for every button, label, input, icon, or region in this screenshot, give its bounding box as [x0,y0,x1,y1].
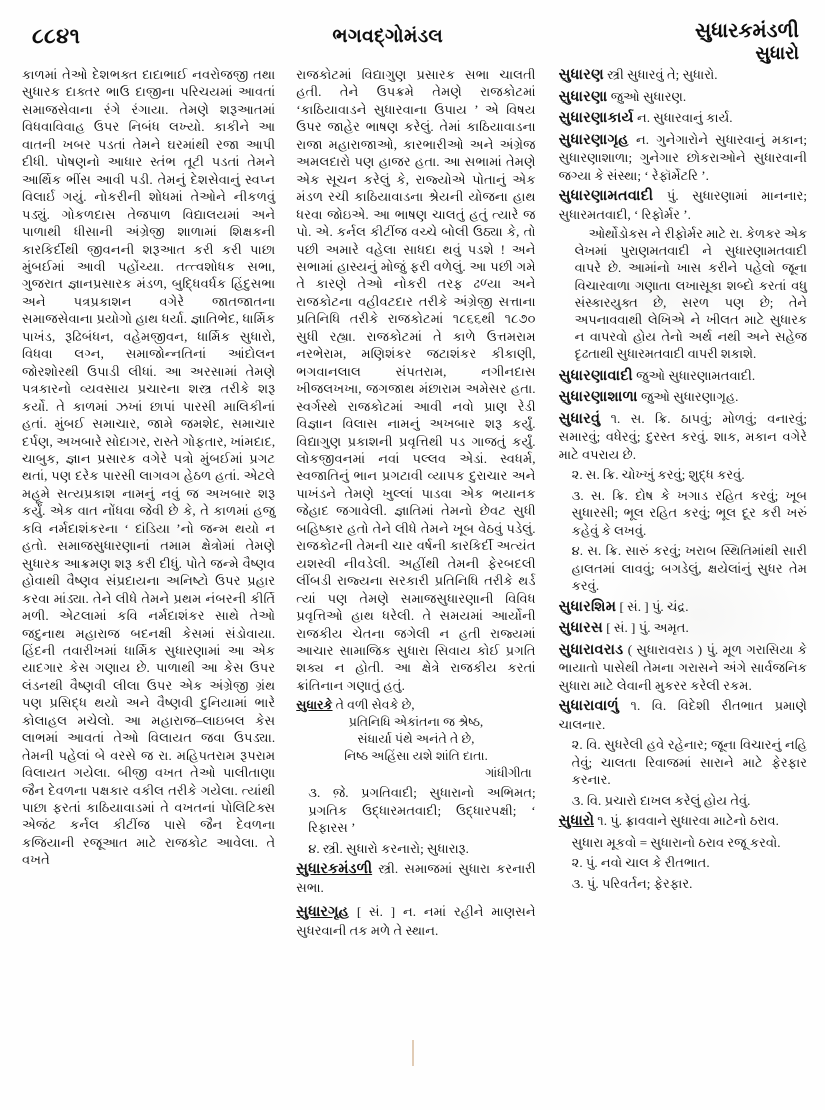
entry-etymology: [ સં. ] [606,620,636,636]
entry-headword: સુધારણાકાર્ય [558,110,634,126]
entry-headword: સુધારો [558,813,595,830]
guide-word-last: સુધારો [755,43,799,63]
column-two [288,66,547,1101]
entry-headword: સુધારશિમ [558,598,617,615]
entry-definition: સુધારણામાં માનનાર; સુધારમતવાદી, ‘ રિફોર્મર ’. [558,188,807,222]
entry-definition: સુધારવું તે; સુધારો. [627,67,718,82]
dictionary-entry [559,131,807,185]
guide-words [695,14,807,64]
entry-headword: સુધારણ [558,67,604,83]
article-paragraph: રાજકોટમાં વિદ્યાગુણ પ્રસારક સભા ચાલતી હતી. તેને ઉપક્રમે તેમણે રાજકોટમાં ‘કાઠિયાવાડને સુધારવાના ઉપાય ’ એ વિષય ઉપર જાહેર ભાષણ કરેલું. તેમાં કાઠિયાવાડના રાજા મહારાજાઓ, કારભારીઓ અને અંગ્રેજ અમલદારો પણ હાજર હતા. આ સભામાં તેમણે એક સૂચન કરેલું કે, રાજ્યોએ પોતાનું એક મંડળ રચી કાઠિયાવાડના શ્રેયની યોજના હાથ ધરવા જોઇએ. આ ભાષણ ચાલતું હતું ત્યારે જ પો. એ. કર્નલ કીટીંજ વચ્ચે બોલી ઉઠ્યા કે, તો પછી અમારે વહેલા સાધદા થવું પડશે ! અને સભામાં હાસ્યનું મોજું ફરી વળેલું. આ પછી ગમે તે કારણે તેઓ નોકરી તરફ ઢળ્યા અને રાજકોટના વહીવટદાર તરીકે અંગ્રેજી સત્તાના પ્રતિનિધિ તરીકે રાજકોટમાં ૧૮૬૬થી ૧૮૭૦ સુધી રહ્યા. રાજકોટમાં તે કાળે ઉત્તમરામ નરભેરામ, મણિશંકર જટાશંકર કીકાણી, ભગવાનલાલ સંપતરામ, નગીનદાસ ખીજલખખા, જગજાથ મંછારામ અમેસર હતા. સ્વર્ગસ્થે રાજકોટમાં આવી નવો પ્રાણ રેડી વિજ્ઞાન વિલાસ નામનું અખબાર શરૂ કર્યું. વિદ્યાગુણ પ્રકાશની પ્રવૃત્તિથી ૫ડ ગાજતું કર્યું. લોકજીવનમાં નવાં પલ્લવ એડાં. સ્વધર્મ, સ્વજાતિનું ભાન પ્રગટાવી વ્યાપક દુરાચાર અને પાખંડને તેમણે ખુલ્લાં પાડવા એક ભયાનક જેહાદ જગાવેલી. જ્ઞાતિમાં તેમનો છેવટ સુધી બહિષ્કાર હતો તેને લીધે તેમને ખૂબ વેઠવું પડેલું. રાજકોટની તેમની ચાર વર્ષની કારકિર્દી અત્યંત યશસ્વી નીવડેલી. અહીંથી તેમની ફેરબદલી લીંબડી રાજ્યના સરકારી પ્રતિનિધિ તરીકે થર્ડ ત્યાં પણ તેમણે સમાજસુધારણાની વિવિધ પ્રવૃત્તિઓ હાથ ધરેલી. તે સમયમાં આર્યોની રાજકીય ચેતના જગેલી ન હતી રાજ્યમાં આચાર સામાજિક સુધારા સિવાય કોઈ પ્રગતિ શક્ય ન હોતી. આ ક્ષેત્રે રાજકીય કરતાં ક્રાંતિનાન ગણાતું હતું. [296,67,536,693]
entry-pos: સ્ત્રી [607,67,624,82]
entry-headword: સુધારણાવાદી [558,367,633,384]
dictionary-entry [559,410,807,464]
entry-definition: ૧. વિ. વિદેશી રીતભાત પ્રમાણે ચાલનાર. [558,698,807,732]
verse-line: પ્રતિનિધિ એકાંતના જ શ્રેષ્ઠ, [348,715,484,730]
verse-line-rest: તે વળી સેવકે છે, [332,698,415,713]
sense-item: ૨. સ. ક્રિ. ચોખ્ખું કરવું; શુદ્ધ કરવું. [571,467,745,483]
dictionary-entry [559,598,807,617]
sense-item: ૨. પું. નવો ચાલ કે રીતભાત. [571,855,710,871]
entry-definition: સુધારવાનું કાર્ય. [653,110,733,125]
entry-headword: સુધારણાગૃહ [558,131,629,148]
entry-definition: પું. અમૃત. [638,620,689,636]
verse-line: સંધાર્યા પંથે અનંતે તે છે, [357,732,475,747]
dictionary-entry [559,367,807,386]
entry-headword: સુધારસ [558,620,603,637]
entry-definition: ગુનેગારોને સુધારવાનું મકાન; સુધારણાશાળા; ગુનેગાર છોકરાઓને સુધારવાની જગ્યા કે સંસ્થા; ‘ રેફૉર્મેટરિ ’. [558,131,807,183]
entry-definition: પું. મૂળ ગરાસિયા કે ભાયાતો પાસેથી તેમના ગરાસને અંગે સાર્વજનિક સુધારા માટે લેવાની મુકરર કરેલી રકમ. [558,641,807,693]
page-number: ૮૮૪૧ [32,24,81,48]
entry-definition: ૧. પું. ફ્રાવવાને સુધારવા માટેનો ઠરાવ. [597,813,779,829]
entry-pos: પું. [666,188,679,203]
entry-definition: જુઓ સુધારણાગૃહ. [640,389,739,405]
verse-block [296,697,535,782]
entry-headword: સુધારકમંડળી [296,861,373,878]
entry-definition: નમાં રહીને માણસને સુધરવાની તક મળે તે સ્થાન. [296,904,536,938]
entry-headword: સુધારગૃહ [296,904,349,921]
dictionary-entry [559,619,807,638]
entry-headword: સુધારણા [558,88,608,105]
sense-item: ૩. વિ. પ્રચારો દાખલ કરેલું હોય તેવું. [571,792,751,808]
sense-item: ૩. જ઼ે. પ્રગતિવાદી; સુધારાનો અભિમત; પ્રગતિક ઉદ્ધારમતવાદી; ઉદ્ધારપક્ષી; ‘ રિફારસ ’ [308,785,536,836]
dictionary-entry [559,641,807,695]
verse-attribution: ગાંધીગીતા [485,766,532,781]
entry-definition: ૧. સ. ક્રિ. ઠાપવું; મોળવું; વનારવું; સમારવું; વધેરવું; દુરસ્ત કરવું. શાક, મકાન વગેરે માટે વપરાય છે. [558,410,807,462]
dictionary-entry [559,812,807,831]
usage-note-text: ઓર્થોડોકસ ને રીફોર્મર માટે રા. કેળકર એક લેખમાં પુરાણમતવાદી ને સુધારણામતવાદી વાપરે છે. આમાંનો ખાસ કરીને પહેલો જૂના વિચારવાળા ગણાતા લખાસૂકા શબ્દો કરતાં વધુ સંસ્કારયુક્ત છે, સરળ પણ છે; તેને અપનાવવાથી લેખિએ ને ખીલત માટે સુધારક ન વાપરવો હોય તેનો અર્થ નથી અને સહેજ દૃઢતાથી સુધારમતવાદી વાપરી શકાશે. [574,227,807,362]
sense-item: ૪. સ્ત્રી. સુધારો કરનારો; સુધારારૂ. [308,840,469,856]
dictionary-entry [559,66,807,85]
dictionary-entry [296,903,535,939]
entry-usage-note [559,226,807,364]
verse-line [296,697,535,714]
entry-definition: જુઓ સુધારણ. [610,88,687,104]
entry-etymology: [ સં. ] [619,598,649,614]
column-three [549,66,807,1101]
column-one [22,66,287,1101]
entry-headword: સુધારણાશાળા [558,389,638,406]
entry-definition: સ્ત્રી. સમાજમાં સુધારા કરનારી સભા. [296,861,536,895]
dictionary-entry [559,697,807,733]
dictionary-entry [296,860,535,896]
entry-pos: ન. [403,904,417,920]
dictionary-entry [559,109,807,128]
running-head [22,14,807,66]
article-paragraph: કાળમાં તેઓ દેશભક્ત દાદાભાઈ નવરોજજી તથા સુધારક દાક્તર ભાઉ દાજીના પરિચયમાં આવતાં સમાજસેવાના રંગે રંગાયા. તેમણે શરૂઆતમાં વિધવાવિવાહ ઉપર નિબંધ લખ્યો. કાકીને આ વાતની ખબર પડતાં તેમને ઘરમાંથી રજા આપી દીધી. પોષણનો આધાર સ્તંભ તૂટી પડતાં તેમને આર્થિક ભીંસ આવી પડી. તેમનું દેશસેવાનું સ્વપ્ન વિલાર્ઇ ગયું. નોકરીની શોધમાં તેઓને નીકળવું પડ્યું. ગોકળદાસ તેજપાળ વિદ્યાલયમાં અને પાળાથી ધીસાની અંગ્રેજી શાળામાં શિક્ષકની કારકિર્દીથી જીવનની શરૂઆત કરી કરી પાછા મુંબઈમાં આવી પહોંચ્યા. તત્ત્વશોધક સભા, ગુજરાત જ્ઞાનપ્રસારક મંડળ, બુદ્ધિવર્ધક હિંદુસભા અને પત્રપ્રકાશન વગેરે જાતજાતના સમાજસેવાના પ્રયોગો હાથ ધર્યા. જ્ઞાતિભેદ, ધાર્મિક પાખંડ, રૂઢિબંધન, વહેમજીવન, ધાર્મિક સુધારો, વિધવા લગ્ન, સમાજોન્નતિનાં આંદોલન જોરશોરથી ઉપાડી લીધાં. આ અરસામાં તેમણે પત્રકારનો વ્યવસાય પ્રચારના શસ્ત્ર તરીકે શરૂ કર્યો. તે કાળમાં ઝખાં છાપાં પારસી માલિકીનાં હતાં. મુંબઈ સમાચાર, જામે જમશેદ, સમાચાર દર્પણ, અખબારે સોદાગર, રાસ્તે ગોફતાર, ખાંમદાદ, ચાબુક, જ્ઞાન પ્રસારક વગેરે પત્રો મુંબઈમાં પ્રગટ થતાં, પણ દરેક પારસી લાગવગ હેઠળ હતાં. એટલે મહૂમે સત્યપ્રકાશ નામનું નવું જ અખબાર શરૂ કર્યું. એક વાત નોંધવા જેવી છે કે, તે કાળમાં હજુ કવિ નર્મદાશંકરના ‘ દાંડિયા ’નો જન્મ થયો ન હતો. સમાજસુધારણાનાં તમામ ક્ષેત્રોમાં તેમણે સુધારક આક્રમણ શરૂ કરી દીધું. પોતે જન્મે વૈષ્ણવ હોવાથી વૈષ્ણવ સંપ્રદાયના અનિષ્ટો ઉપર પ્રહાર કરવા માંડ્યા. તેને લીધે તેમને પ્રથમ નંબરની કીર્તિ મળી. એટલામાં કવિ નર્મદાશંકર સાથે તેઓ જદુનાથ મહારાજ બદનક્ષી કેસમાં સંડોવાયા. હિંદની તવારીખમાં ધાર્મિક સુધારણામાં આ એક યાદગાર કેસ ગણાય છે. પાળાથી આ કેસ ઉપર લંડનથી વૈષ્ણવી લીલા ઉપર એક અંગ્રેજી ગ્રંથ પણ પ્રસિદ્ધ થયો અને વૈષ્ણવી દુનિયામાં ભારે કોલાહલ મચેલો. આ મહારાજ–લાઇબલ કેસ લાભમાં આવતાં તેઓ વિલાયત જવા ઉપડ્યા. તેમની પહેલાં બે વરસે જ રા. મહિપતરામ રૂપરામ વિલાયત ગયેલા. બીજી વખત તેઓ પાલીતાણા જૈન દેવળના પક્ષકાર વકીલ તરીકે ગયેલા. ત્યાંથી પાછા ફરતાં કાઠિયાવાડમાં તે વખતનાં પોલિટિક્સ એજંટ કર્નલ કીટીંજ પાસે જૈન દેવળના કજિયાની રજૂઆત માટે રાજકોટ આવેલા. તે વખતે [22,67,276,868]
entry-etymology: [ સં. ] [356,904,396,920]
entry-headword: સુધારવું [558,410,601,427]
sense-item: ૩. સ. ક્રિ. દોષ કે ખગાડ રહિત કરવું; ખૂબ સુધારસી; ભૂલ રહિત કરવું; ભૂલ દૂર કરી ખરું કહેવું કે લખવું. [571,487,807,538]
dictionary-entry [559,388,807,407]
entry-definition: પું. ચંદ્ર. [651,598,689,614]
sense-idiom: સુધારા મૂકવો = સુધારાનો ઠરાવ રજૂ કરવો. [571,834,781,850]
sense-item: ૩. પું. પરિવર્તન; ફેરફાર. [571,875,693,891]
entry-headword: સુધારણામતવાદી [558,188,654,204]
sense-item: ૪. સ. ક્રિ. સારું કરવું; ખરાબ સ્થિતિમાંથી સારી હાલતમાં લાવવું; બગડેલું, ક્ષયેલાંનું સુધર તેમ કરવું. [571,543,807,594]
entry-pos: ન. [636,110,650,125]
book-title: ભગવદ્ગોમંડલ [332,26,444,47]
entry-pos: ન. [636,131,650,147]
page-columns [22,66,807,1101]
sense-item: ૨. વિ. સુધરેલી હવે રહેનાર; જૂના વિચારનું નહિ તેવું; ચાલતા રિવાજમાં સારાને માટે ફેરફાર કરનાર. [571,737,807,788]
dictionary-entry [559,187,807,223]
entry-variant: ( સુધારાવરાડ ) [627,641,703,657]
dictionary-entry [559,88,807,107]
entry-headword: સુધારાવાળું [558,698,619,715]
entry-definition: જુઓ સુધારણામતવાદી. [636,367,756,383]
entry-headword: સુધારાવરાડ [558,641,624,658]
binding-mark [412,1040,414,1066]
verse-line: નિષ્ઠ અહિંસા યશે શાંતિ દાતા. [344,749,488,764]
guide-word-first: સુધારકમંડળી [695,20,799,42]
verse-headword: સુધારકે [296,698,333,713]
